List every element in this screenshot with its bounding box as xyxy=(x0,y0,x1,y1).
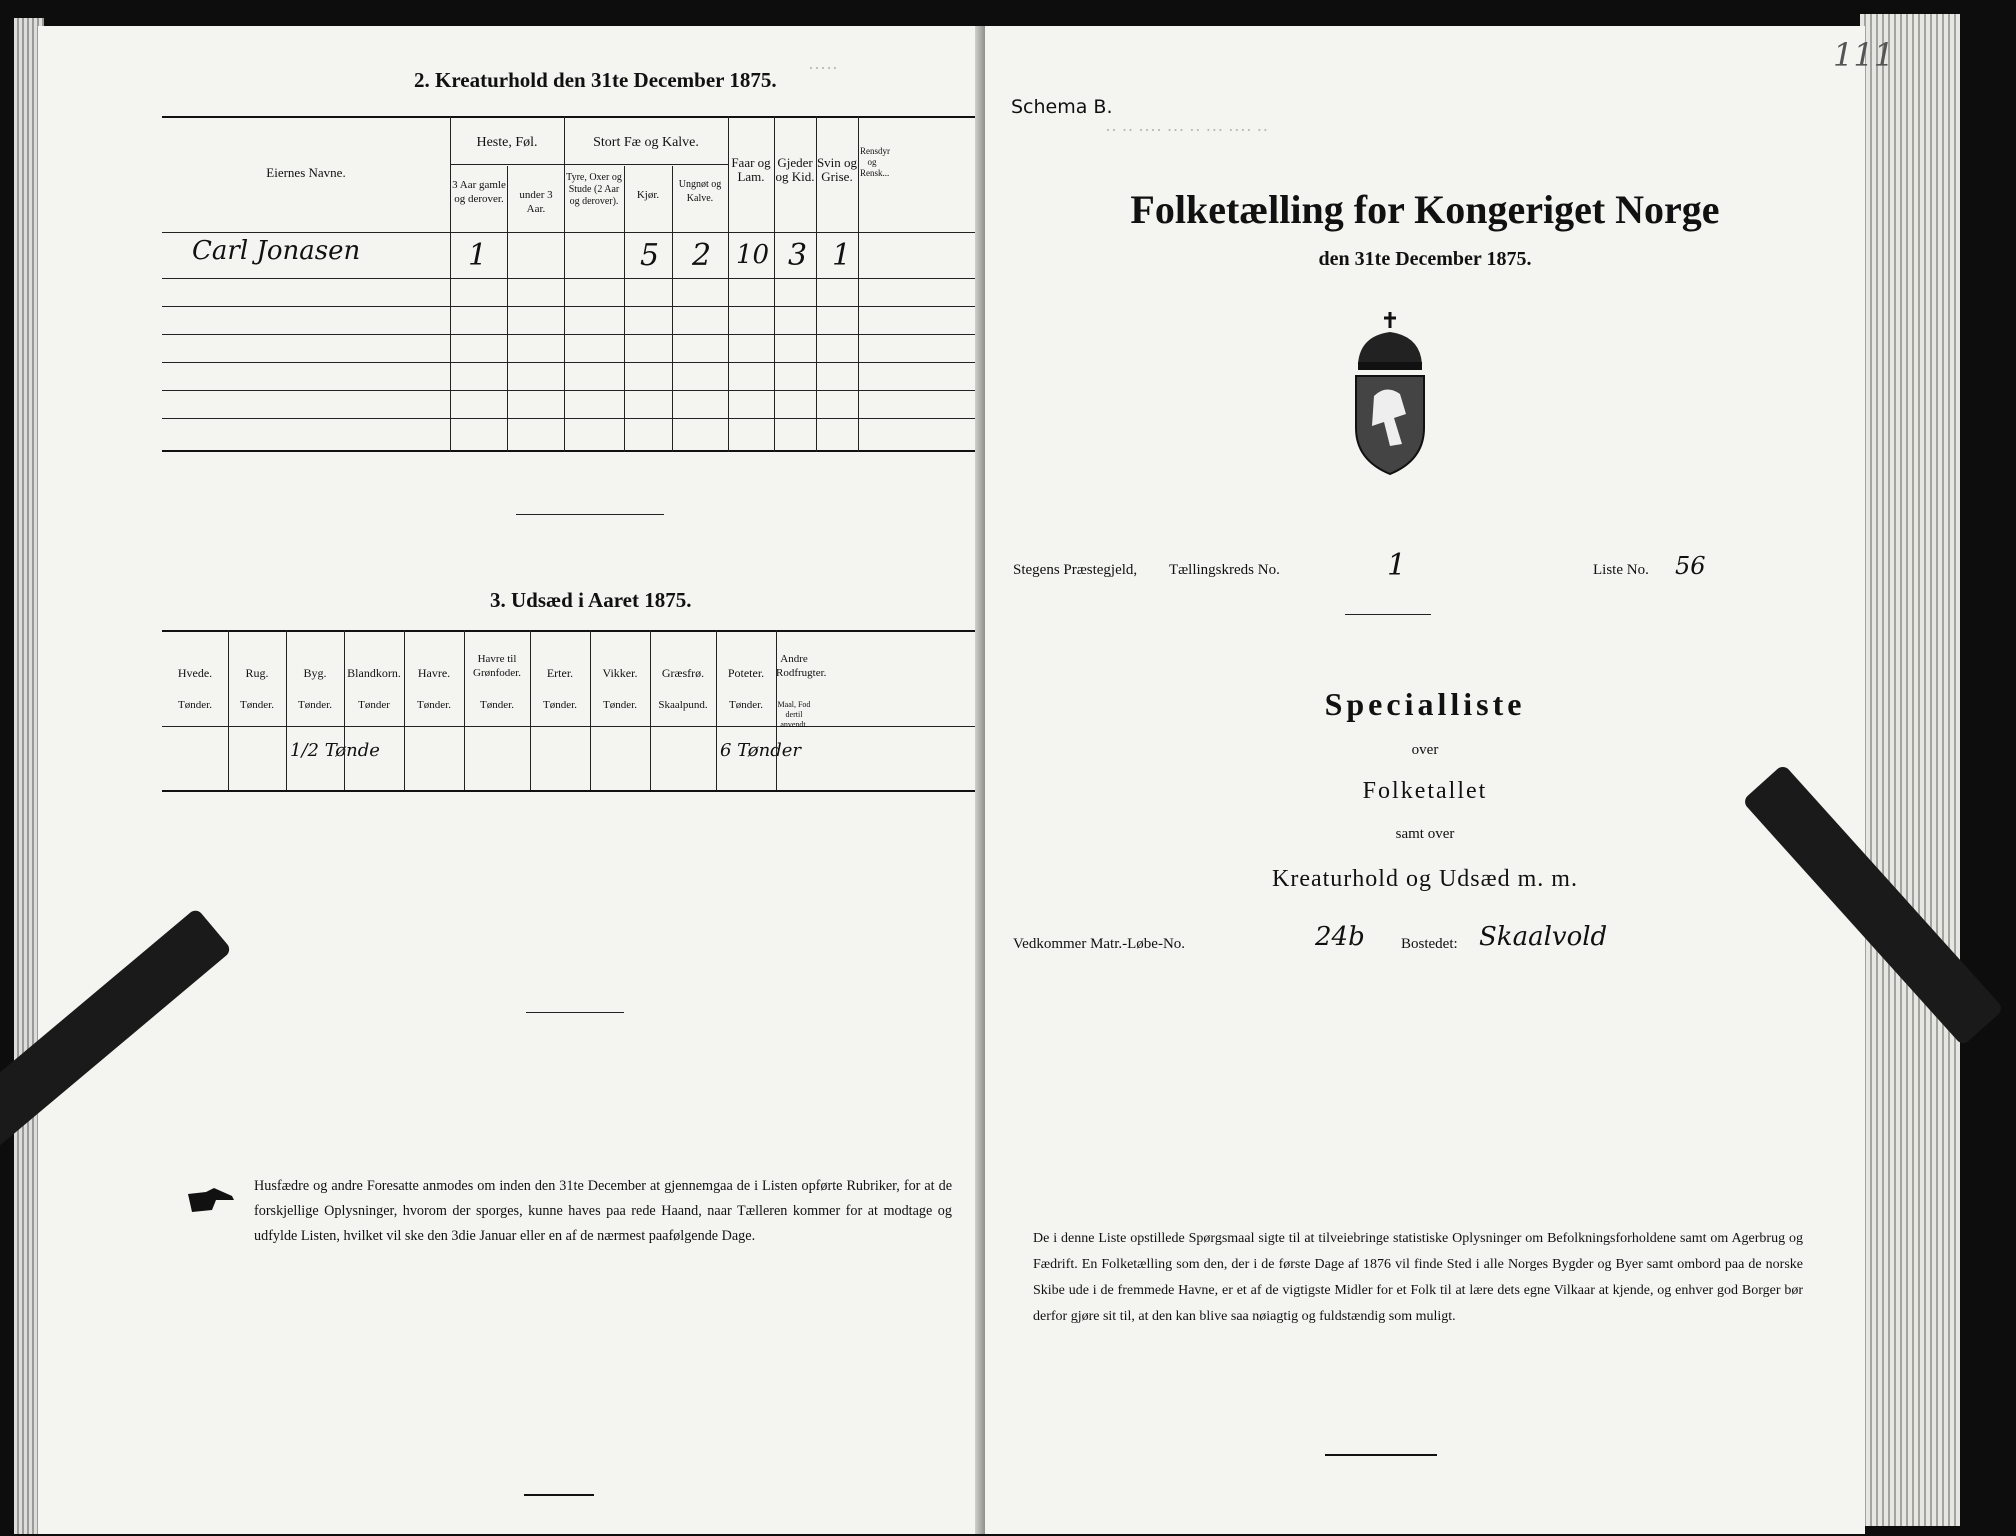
folketallet-label: Folketallet xyxy=(1362,778,1488,804)
seed-col-name: Blandkorn. xyxy=(347,666,401,680)
seed-col-unit: Skaalpund. xyxy=(658,699,708,711)
header-goats: Gjeder og Kid. xyxy=(775,155,815,184)
page-number: 111 xyxy=(1833,36,1895,74)
bottom-rule xyxy=(524,1494,594,1496)
tk-label: Tællingskreds No. xyxy=(1169,562,1280,578)
seed-bottom-rule xyxy=(162,790,982,792)
owner-name: Carl Jonasen xyxy=(192,236,361,266)
header-bulls: Tyre, Oxer og Stude (2 Aar og derover). xyxy=(566,172,622,207)
notice-text: Husfædre og andre Foresatte anmodes om inden den 31te December at gjennemgaa de i Listen opførte Rubriker, for at de forskjellige Oplysninger, hvorom der sporges, kunne haves paa rede Haand, naar Tælleren kommer for at modtage og udfylde Listen, hvilket vil ske den 3die Januar eller en af de nærmest paafølgende Dage. xyxy=(254,1178,952,1244)
seed-col-value: 6 Tønder xyxy=(720,740,801,761)
purpose-paragraph: De i denne Liste opstillede Spørgsmaal sigte til at tilveiebringe statistiske Oplysninger om Befolkningsforholdene samt om Agerbrug og Fædrift. En Folketælling som den, der i de første Dage af 1876 vil finde Sted i alle Norges Bygder og Byer samt ombord paa de norske Skibe ude i de fremmede Havne, er et af de vigtigste Midler for et Folk til at lære dets egne Vilkaar at kjende, og enhver god Borger bør derfor gjøre sit til, at den kan blive saa nøiagtig og fuldstændig som muligt. xyxy=(1033,1231,1803,1324)
seed-col-unit: Maal, Fod dertil anvendt. xyxy=(777,700,811,729)
seed-col-unit: Tønder. xyxy=(480,699,514,711)
over-label: over xyxy=(1411,742,1439,758)
closing-rule xyxy=(1325,1454,1437,1456)
liste-label: Liste No. xyxy=(1593,562,1649,578)
seed-col-unit: Tønder. xyxy=(178,699,212,711)
header-owner: Eiernes Navne. xyxy=(266,165,346,180)
seed-col-value: 1/2 Tønde xyxy=(290,740,380,761)
seed-col-unit: Tønder xyxy=(358,699,390,711)
seed-col-name: Byg. xyxy=(303,666,327,680)
seed-col-unit: Tønder. xyxy=(240,699,274,711)
seed-col-name: Havre til Grønfoder. xyxy=(473,653,521,679)
kreaturhold-label: Kreaturhold og Udsæd m. m. xyxy=(1272,866,1578,892)
livestock-table xyxy=(162,116,982,456)
special-title: Specialliste xyxy=(1324,686,1526,722)
col-rule xyxy=(507,166,508,452)
row-rule xyxy=(162,334,982,335)
pigs-value: 1 xyxy=(832,238,852,273)
bleed-through-text: ·· ·· ···· ··· ·· ··· ···· ·· xyxy=(1105,120,1269,140)
seed-col-unit: Tønder. xyxy=(543,699,577,711)
samt-over-label: samt over xyxy=(1395,826,1455,842)
section-end-rule xyxy=(526,1012,624,1013)
row-rule xyxy=(162,362,982,363)
pointing-hand-icon xyxy=(186,1186,236,1216)
header-horses-under3: under 3 Aar. xyxy=(519,189,553,215)
seed-col-name: Rug. xyxy=(245,666,269,680)
header-horses-3plus: 3 Aar gamle og derover. xyxy=(452,179,506,205)
row-rule xyxy=(162,418,982,419)
matr-label: Vedkommer Matr.-Løbe-No. xyxy=(1013,936,1186,952)
seed-col-unit: Tønder. xyxy=(417,699,451,711)
col-rule xyxy=(672,166,673,452)
right-page xyxy=(985,26,1895,1534)
seed-col-name: Vikker. xyxy=(602,666,638,680)
short-rule xyxy=(1345,614,1431,615)
seed-col-name: Hvede. xyxy=(177,666,213,680)
goats-value: 3 xyxy=(788,238,808,273)
row-rule xyxy=(162,306,982,307)
seed-top-rule xyxy=(162,630,982,632)
table-top-rule xyxy=(162,116,982,118)
census-date: den 31te December 1875. xyxy=(1318,248,1532,270)
horses-3plus-value: 1 xyxy=(468,238,488,273)
header-young: Ungnøt og Kalve. xyxy=(678,179,722,204)
cows-value: 5 xyxy=(640,238,660,273)
subheader-rule xyxy=(450,164,728,165)
bleed-through-text: ····· xyxy=(808,58,838,78)
young-value: 2 xyxy=(692,238,712,273)
seed-col-name: Andre Rodfrugter. xyxy=(776,653,827,679)
liste-value: 56 xyxy=(1675,552,1706,580)
header-pigs: Svin og Grise. xyxy=(816,155,858,184)
left-page xyxy=(38,26,983,1534)
seed-col-name: Havre. xyxy=(417,666,451,680)
census-title: Folketælling for Kongeriget Norge xyxy=(1130,187,1720,232)
seed-table xyxy=(162,630,982,816)
bosted-value: Skaalvold xyxy=(1479,922,1608,952)
seed-col-name: Erter. xyxy=(546,666,574,680)
seed-col-name: Græsfrø. xyxy=(661,666,705,680)
seed-col-unit: Tønder. xyxy=(298,699,332,711)
page-edge-right xyxy=(1860,14,1960,1526)
seed-col-name: Poteter. xyxy=(727,666,765,680)
row-rule xyxy=(162,278,982,279)
bosted-label: Bostedet: xyxy=(1401,936,1458,952)
parish-label: Stegens Præstegjeld, xyxy=(1013,562,1138,578)
header-cattle: Stort Fæ og Kalve. xyxy=(593,135,699,150)
table-bottom-rule xyxy=(162,450,982,452)
col-rule xyxy=(858,116,859,452)
seed-col-unit: Tønder. xyxy=(603,699,637,711)
col-rule xyxy=(624,166,625,452)
header-horses: Heste, Føl. xyxy=(476,135,538,150)
col-rule xyxy=(450,116,451,452)
coat-of-arms-icon xyxy=(1350,310,1430,478)
seed-col-unit: Tønder. xyxy=(729,699,763,711)
col-rule xyxy=(564,116,565,452)
matr-value: 24b xyxy=(1315,922,1365,952)
col-rule xyxy=(728,116,729,452)
tk-value: 1 xyxy=(1387,548,1407,583)
separator-rule xyxy=(516,514,664,515)
header-sheep: Faar og Lam. xyxy=(731,155,771,184)
seed-header-rule xyxy=(162,726,982,727)
section3-title: 3. Udsæd i Aaret 1875. xyxy=(490,588,692,612)
header-reindeer: Rensdyr og Rensk... xyxy=(860,146,890,178)
schema-label: Schema B. xyxy=(1011,96,1113,118)
sheep-value: 10 xyxy=(736,240,770,270)
table-header-rule xyxy=(162,232,982,233)
row-rule xyxy=(162,390,982,391)
header-cows: Kjør. xyxy=(636,189,660,201)
section2-title: 2. Kreaturhold den 31te December 1875. xyxy=(414,68,777,92)
